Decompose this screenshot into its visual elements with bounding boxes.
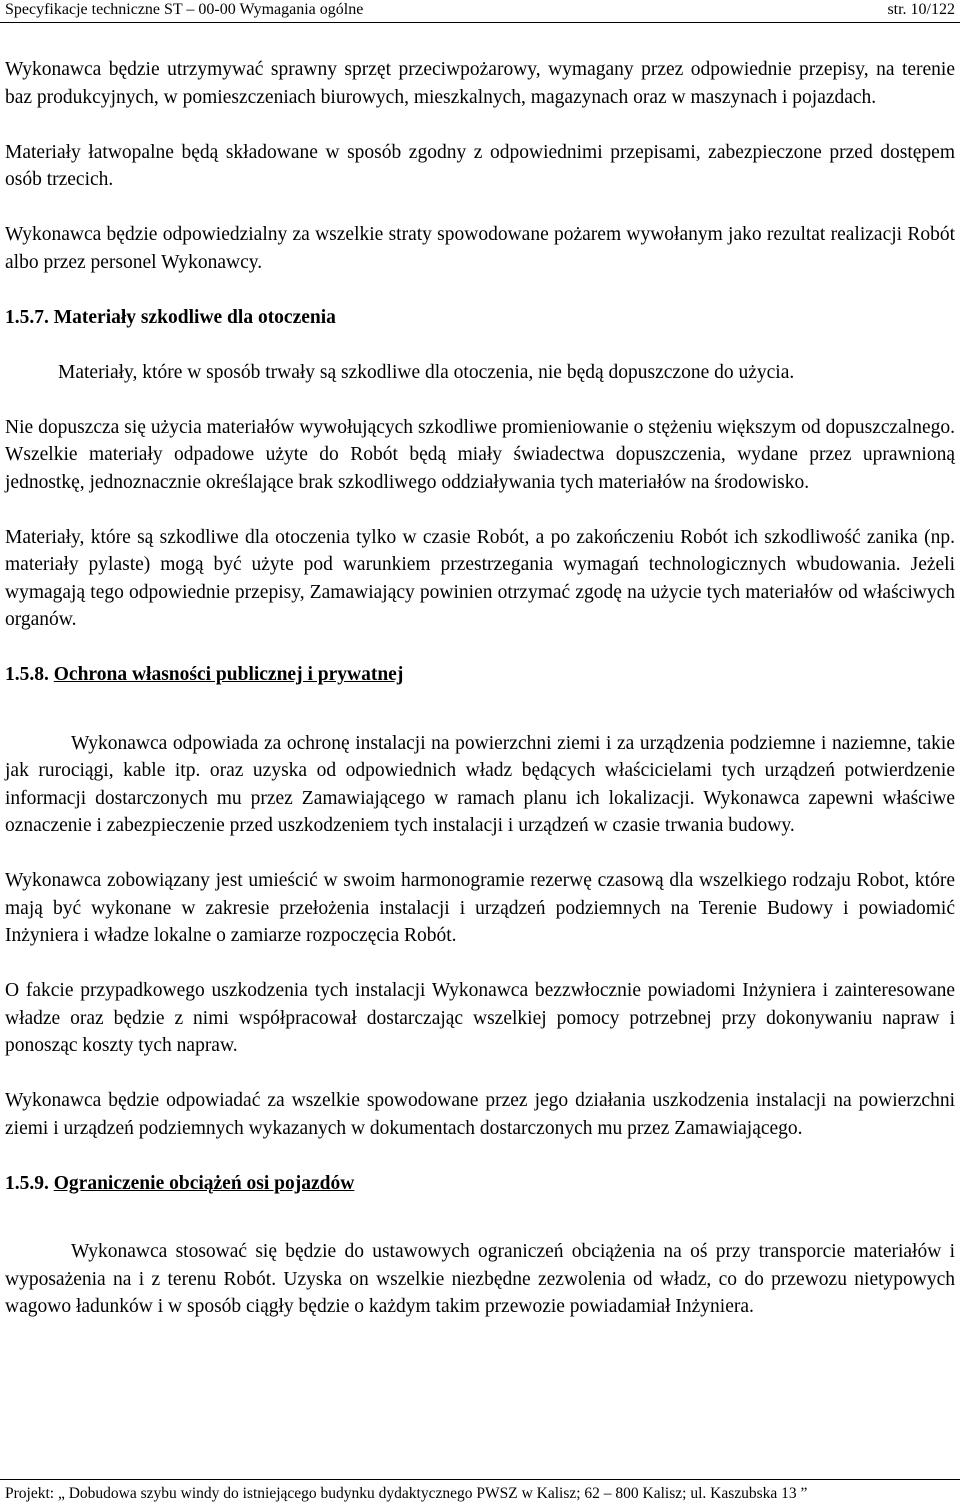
section-number: 1.5.7. bbox=[5, 306, 49, 328]
section-number: 1.5.8. bbox=[5, 664, 49, 685]
document-body bbox=[5, 56, 955, 1321]
footer-divider bbox=[0, 1479, 960, 1480]
paragraph-fire-liability: Wykonawca będzie odpowiedzialny za wszelkie straty spowodowane pożarem wywołanym jako rezultat realizacji Robót albo przez personel Wykonawcy. bbox=[5, 224, 955, 273]
section-title: Materiały szkodliwe dla otoczenia bbox=[53, 306, 336, 328]
section-number: 1.5.9. bbox=[5, 1172, 49, 1194]
section-title: Ochrona własności publicznej i prywatnej bbox=[53, 664, 404, 685]
paragraph-installations-protection: Wykonawca odpowiada za ochronę instalacji na powierzchni ziemi i za urządzenia podziemne i naziemne, takie jak rurociągi, kable itp. oraz uzyska od odpowiednich władz będących właścicielami tych urządzeń potwierdzenie informacji dostarczonych mu przez Zamawiającego w ramach planu ich lokalizacji. Wykonawca zapewni właściwe oznaczenie i zabezpieczenie przed uszkodzeniem tych instalacji i urządzeń w czasie trwania budowy. bbox=[5, 732, 955, 836]
section-heading-158 bbox=[5, 661, 955, 689]
page-footer: Projekt: „ Dobudowa szybu windy do istniejącego budynku dydaktycznego PWSZ w Kalisz; 62 – 800 Kalisz; ul. Kaszubska 13 ” bbox=[5, 1485, 808, 1502]
paragraph-fire-equipment: Wykonawca będzie utrzymywać sprawny sprzęt przeciwpożarowy, wymagany przez odpowiednie przepisy, na terenie baz produkcyjnych, w pomieszczeniach biurowych, mieszkalnych, magazynach oraz w maszynach i pojazdach. bbox=[5, 59, 955, 108]
section-heading-159 bbox=[5, 1170, 955, 1198]
paragraph-radiation: Nie dopuszcza się użycia materiałów wywołujących szkodliwe promieniowanie o stężeniu większym od dopuszczalnego. Wszelkie materiały odpadowe użyte do Robót będą miały świadectwa dopuszczenia, wydane przez uprawnioną jednostkę, jednoznacznie określające brak szkodliwego oddziaływania tych materiałów na środowisko. bbox=[5, 416, 955, 493]
header-page-number: str. 10/122 bbox=[887, 1, 955, 18]
page-header bbox=[5, 0, 955, 22]
paragraph-accidental-damage: O fakcie przypadkowego uszkodzenia tych instalacji Wykonawca bezzwłocznie powiadomi Inżyniera i zainteresowane władze oraz będzie z nimi współpracował dostarczając wszelkiej pomocy potrzebnej przy dokonywaniu napraw i ponosząc koszty tych napraw. bbox=[5, 980, 955, 1056]
paragraph-damage-liability: Wykonawca będzie odpowiadać za wszelkie spowodowane przez jego działania uszkodzenia instalacji na powierzchni ziemi i urządzeń podziemnych wykazanych w dokumentach dostarczonych mu przez Zamawiającego. bbox=[5, 1090, 955, 1139]
section-heading-157 bbox=[5, 304, 955, 332]
header-title: Specyfikacje techniczne ST – 00-00 Wymagania ogólne bbox=[5, 1, 364, 18]
header-divider bbox=[0, 22, 960, 23]
paragraph-schedule-reserve: Wykonawca zobowiązany jest umieścić w swoim harmonogramie rezerwę czasową dla wszelkiego rodzaju Robot, które mają być wykonane w zakresie przełożenia instalacji i urządzeń podziemnych na Terenie Budowy i powiadomić Inżyniera i władze lokalne o zamiarze rozpoczęcia Robót. bbox=[5, 870, 955, 946]
paragraph-harmful-materials: Materiały, które w sposób trwały są szkodliwe dla otoczenia, nie będą dopuszczone do użycia. bbox=[58, 361, 795, 383]
paragraph-axle-load: Wykonawca stosować się będzie do ustawowych ograniczeń obciążenia na oś przy transporcie materiałów i wyposażenia na i z terenu Robót. Uzyska on wszelkie niezbędne zezwolenia od władz, co do przewozu nietypowych wagowo ładunków i w sposób ciągły będzie o każdym takim przewozie powiadamiał Inżyniera. bbox=[5, 1241, 955, 1317]
paragraph-temporary-harmful: Materiały, które są szkodliwe dla otoczenia tylko w czasie Robót, a po zakończeniu Robót ich szkodliwość zanika (np. materiały pylaste) mogą być użyte pod warunkiem przestrzegania wymagań technologicznych wbudowania. Jeżeli wymagają tego odpowiednie przepisy, Zamawiający powinien otrzymać zgodę na użycie tych materiałów od właściwych organów. bbox=[5, 526, 955, 630]
paragraph-flammable-materials: Materiały łatwopalne będą składowane w sposób zgodny z odpowiednimi przepisami, zabezpieczone przed dostępem osób trzecich. bbox=[5, 141, 955, 190]
section-title: Ograniczenie obciążeń osi pojazdów bbox=[53, 1172, 355, 1194]
